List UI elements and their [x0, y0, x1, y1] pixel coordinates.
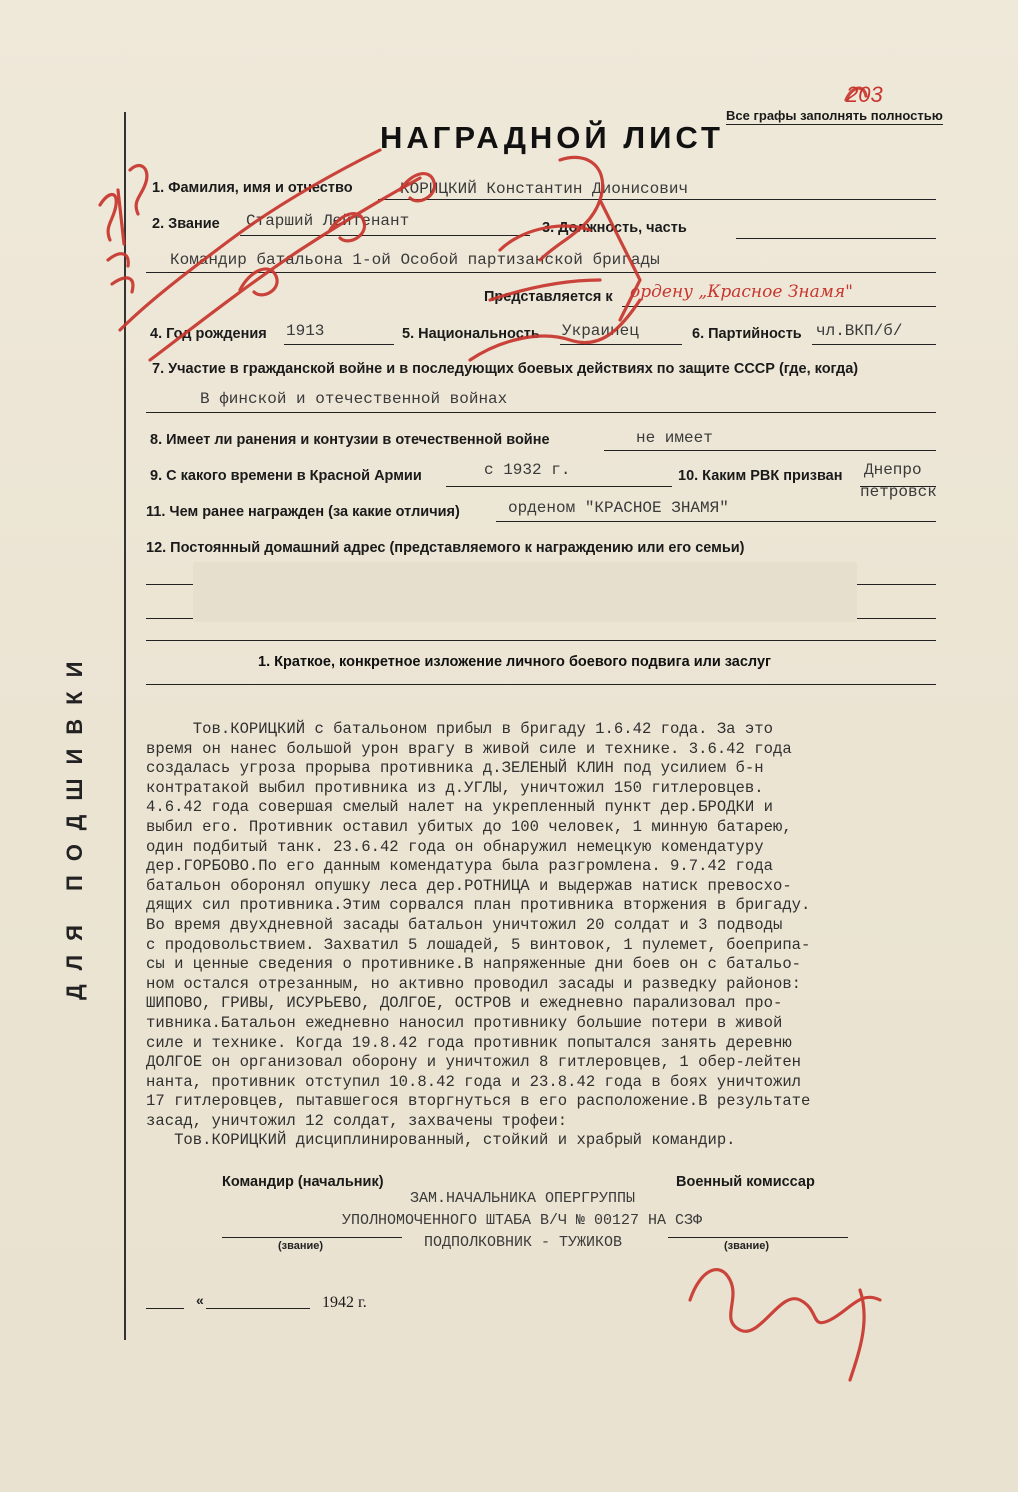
- date-quote-mark: «: [196, 1292, 204, 1308]
- field-6-line: [812, 344, 936, 345]
- presented-line: [622, 306, 936, 307]
- red-scribble-left-c: [108, 254, 133, 292]
- narrative-line: ШИПОВО, ГРИВЫ, ИСУРЬЕВО, ДОЛГОЕ, ОСТРОВ и ежедневно парализовал про-: [146, 994, 783, 1013]
- narrative-line: с продовольствием. Захватил 5 лошадей, 5 винтовок, 1 пулемет, боеприпа-: [146, 935, 811, 954]
- date-day-line: [146, 1308, 184, 1309]
- commander-rank-line: [222, 1237, 402, 1238]
- field-7-line: [146, 412, 936, 413]
- field-4-label: 4. Год рождения: [150, 326, 267, 342]
- field-4-line: [284, 344, 394, 345]
- narrative-line: 4.6.42 года совершая смелый налет на укрепленный пункт дер.БРОДКИ и: [146, 798, 773, 817]
- narrative-line: Во время двухдневной засады батальон уничтожил 20 солдат и 3 подводы: [146, 915, 783, 934]
- red-signature-stroke-2: [850, 1290, 864, 1380]
- narrative-line: ДОЛГОЕ он организовал оборону и уничтожил 8 гитлеровцев, 1 обер-лейтен: [146, 1053, 802, 1072]
- section-1-title: 1. Краткое, конкретное изложение личного боевого подвига или заслуг: [258, 654, 772, 670]
- binding-margin-label: ДЛЯ ПОДШИВКИ: [62, 647, 87, 1000]
- field-4-value: 1913: [286, 322, 325, 340]
- field-2-value: Старший Лейтенант: [246, 212, 410, 230]
- field-11-line: [496, 521, 936, 522]
- section-top-rule: [146, 640, 936, 641]
- field-9-label: 9. С какого времени в Красной Армии: [150, 468, 422, 484]
- presented-value: ордену „Красное Знамя": [630, 282, 853, 302]
- narrative-text: [146, 720, 956, 1151]
- field-5-value: Украинец: [562, 322, 639, 340]
- narrative-line: сы и ценные сведения о противнике.В напряженные дни боев он с батальо-: [146, 955, 802, 974]
- rank-caption-left: (звание): [278, 1240, 324, 1252]
- field-1-line: [378, 199, 936, 200]
- field-9-line: [446, 486, 672, 487]
- field-3-line-a: [736, 238, 936, 239]
- field-7-value: В финской и отечественной войнах: [200, 390, 508, 408]
- section-bottom-rule: [146, 684, 936, 685]
- date-year: 1942 г.: [322, 1294, 367, 1311]
- field-8-value: не имеет: [636, 429, 713, 447]
- field-3-line-b: [146, 272, 936, 273]
- narrative-line: создалась угроза прорыва противника д.ЗЕЛЕНЫЙ КЛИН под усилием б-н: [146, 759, 764, 778]
- corner-number: 203: [846, 82, 883, 107]
- narrative-line: Тов.КОРИЦКИЙ с батальоном прибыл в бригаду 1.6.42 года. За это: [146, 720, 773, 738]
- red-scribble-left-b: [130, 166, 147, 214]
- field-8-label: 8. Имеет ли ранения и контузии в отечественной войне: [150, 432, 550, 448]
- narrative-line: Тов.КОРИЦКИЙ дисциплинированный, стойкий и храбрый командир.: [146, 1131, 736, 1150]
- commissar-label: Военный комиссар: [676, 1174, 815, 1190]
- field-5-label: 5. Национальность: [402, 326, 540, 342]
- presented-label: Представляется к: [484, 289, 613, 305]
- narrative-line: нанта, противник отступил 10.8.42 года и 23.8.42 года в боях уничтожил: [146, 1072, 802, 1091]
- narrative-line: выбил его. Противник оставил убитых до 100 человек, 1 минную батарею,: [146, 817, 792, 836]
- field-2-line: [240, 235, 530, 236]
- red-diagonal-stroke-1: [120, 150, 380, 330]
- field-1-value: КОРИЦКИЙ Константин Дионисович: [400, 180, 689, 198]
- field-2-label: 2. Звание: [152, 216, 220, 232]
- field-11-value: орденом "КРАСНОЕ ЗНАМЯ": [508, 499, 729, 517]
- red-scribble-left-a: [100, 190, 124, 244]
- signature-typed-line-3: ПОДПОЛКОВНИК - ТУЖИКОВ: [424, 1234, 623, 1251]
- narrative-line: один подбитый танк. 23.6.42 года он обнаружил немецкую комендатуру: [146, 837, 764, 856]
- field-12-label: 12. Постоянный домашний адрес (представляемого к награждению или его семьи): [146, 540, 745, 556]
- narrative-line: дер.ГОРБОВО.По его данным комендатура была разгромлена. 9.7.42 года: [146, 857, 773, 876]
- narrative-line: батальон оборонял опушку леса дер.РОТНИЦА и выдержав натиск превосхо-: [146, 876, 792, 895]
- field-6-label: 6. Партийность: [692, 326, 802, 342]
- narrative-line: тивника.Батальон ежедневно наносил противнику большие потери в живой: [146, 1013, 783, 1032]
- signature-typed-line-1: ЗАМ.НАЧАЛЬНИКА ОПЕРГРУППЫ: [410, 1190, 636, 1207]
- field-9-value: с 1932 г.: [484, 461, 571, 479]
- signature-typed-line-2: УПОЛНОМОЧЕННОГО ШТАБА В/Ч № 00127 НА СЗФ: [342, 1212, 703, 1229]
- commissar-rank-line: [668, 1237, 848, 1238]
- commander-label: Командир (начальник): [222, 1174, 384, 1190]
- instruction-note: Все графы заполнять полностью: [726, 108, 943, 123]
- document-title: НАГРАДНОЙ ЛИСТ: [380, 120, 724, 155]
- binding-margin-line: [124, 112, 126, 1340]
- field-3-value: Командир батальона 1-ой Особой партизанской бригады: [170, 251, 660, 269]
- field-5-line: [560, 344, 682, 345]
- field-10-value-2: петровск: [860, 483, 937, 501]
- narrative-line: 17 гитлеровцев, пытавшегося вторгнуться в его расположение.В результате: [146, 1092, 811, 1111]
- field-6-value: чл.ВКП/б/: [816, 322, 903, 340]
- date-month-line: [206, 1308, 310, 1309]
- field-7-label: 7. Участие в гражданской войне и в последующих боевых действиях по защите СССР (где, когда): [152, 361, 859, 377]
- field-10-value-1: Днепро: [864, 461, 922, 479]
- red-number-stroke-1: [540, 157, 603, 260]
- red-signature-stroke-1: [690, 1270, 880, 1332]
- field-8-line: [604, 450, 936, 451]
- rank-caption-right: (звание): [724, 1240, 770, 1252]
- narrative-line: дящих сил противника.Этим сорвался план противника вторжения в бригаду.: [146, 896, 811, 915]
- field-1-label: 1. Фамилия, имя и отчество: [152, 180, 353, 196]
- narrative-line: контратакой выбил противника из д.УГЛЫ, уничтожил 150 гитлеровцев.: [146, 778, 764, 797]
- field-11-label: 11. Чем ранее награжден (за какие отличия): [146, 504, 460, 520]
- narrative-line: засад, уничтожил 12 солдат, захвачены трофеи:: [146, 1111, 568, 1130]
- narrative-line: ном остался отрезанным, но активно проводил засады и разведку районов:: [146, 974, 802, 993]
- field-3-label: 3. Должность, часть: [542, 220, 687, 236]
- field-10-label: 10. Каким РВК призван: [678, 468, 843, 484]
- redacted-address: [193, 562, 857, 622]
- narrative-line: силе и технике. Когда 19.8.42 года противник попытался занять деревню: [146, 1033, 792, 1052]
- narrative-line: время он нанес большой урон врагу в живой силе и технике. 3.6.42 года: [146, 739, 792, 758]
